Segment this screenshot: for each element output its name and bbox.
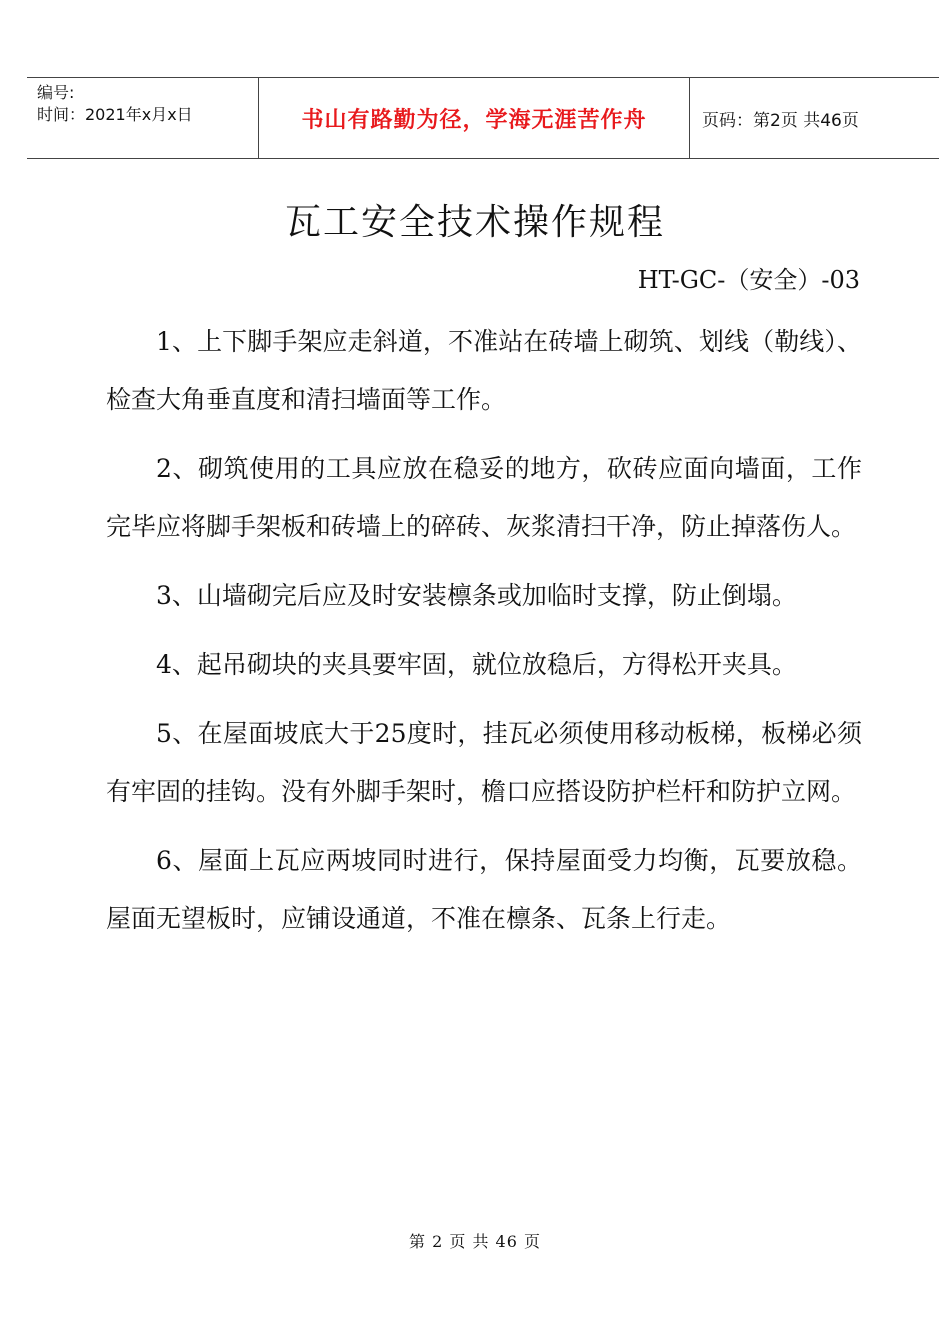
rule-paragraph-3: 3、山墙砌完后应及时安装檩条或加临时支撑，防止倒塌。 xyxy=(156,581,797,610)
document-code: HT-GC-（安全）-03 xyxy=(637,266,860,294)
rule-paragraph-1: 1、上下脚手架应走斜道，不准站在砖墙上砌筑、划线（勒线）、检查大角垂直度和清扫墙面等工作。 xyxy=(106,327,862,414)
rule-paragraph-5: 5、在屋面坡底大于25度时，挂瓦必须使用移动板梯，板梯必须有牢固的挂钩。没有外脚手架时，檐口应搭设防护栏杆和防护立网。 xyxy=(106,719,862,806)
header-page-cell xyxy=(690,78,939,158)
header-motto-cell xyxy=(259,78,690,158)
header-meta-cell xyxy=(27,78,259,158)
document-number-label: 编号: xyxy=(37,83,75,102)
header-motto: 书山有路勤为径，学海无涯苦作舟 xyxy=(301,107,647,133)
page-header xyxy=(27,77,939,159)
rule-paragraph-2: 2、砌筑使用的工具应放在稳妥的地方，砍砖应面向墙面，工作完毕应将脚手架板和砖墙上的碎砖、灰浆清扫干净，防止掉落伤人。 xyxy=(106,454,862,541)
header-page-info: 页码：第2页 共46页 xyxy=(702,110,859,131)
page-footer: 第 2 页 共 46 页 xyxy=(409,1232,541,1251)
document-body xyxy=(106,313,862,959)
rule-paragraph-4: 4、起吊砌块的夹具要牢固，就位放稳后，方得松开夹具。 xyxy=(156,650,797,679)
document-time: 时间：2021年x月x日 xyxy=(37,105,193,124)
rule-paragraph-6: 6、屋面上瓦应两坡同时进行，保持屋面受力均衡，瓦要放稳。屋面无望板时，应铺设通道，不准在檩条、瓦条上行走。 xyxy=(106,846,862,933)
document-title: 瓦工安全技术操作规程 xyxy=(284,202,665,243)
